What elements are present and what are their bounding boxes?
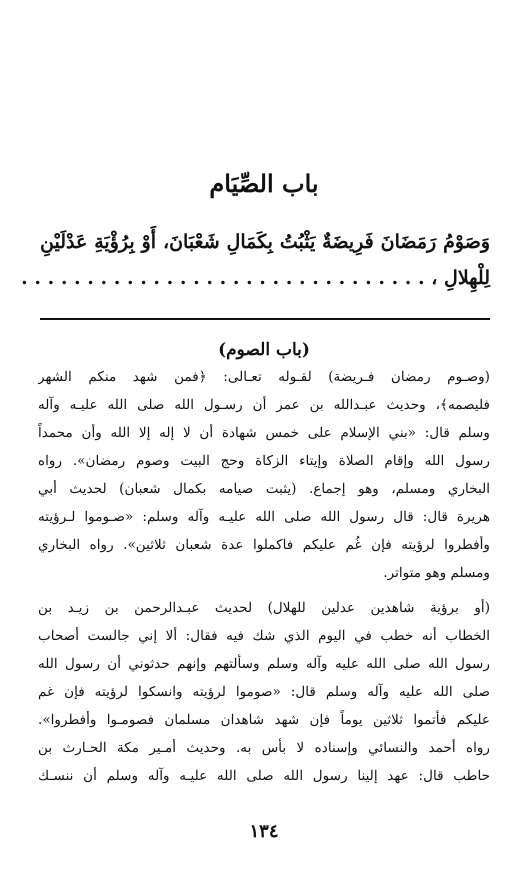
- matn-dot-leader: . . . . . . . . . . . . . . . . . . . . . . . . . . . . . . .: [21, 267, 425, 289]
- matn-line-2: [21, 260, 490, 296]
- commentary-line: رسول الله صلى الله عليه وآله وسلم وسألتهم وإنهم حدثوني أن رسول الله: [38, 656, 490, 672]
- separator-rule: [40, 318, 490, 320]
- commentary-line: رسول الله وإقام الصلاة وإيتاء الزكاة وحج البيت وصوم رمضان». رواه: [38, 453, 490, 469]
- commentary-line: عليكم فأتموا ثلاثين يوماً فإن شهد شاهدان مسلمان فصومـوا وأفطروا».: [38, 712, 490, 728]
- commentary-line: (أو برؤية شاهدين عدلين للهلال) لحديث عبـدالرحمن بن زيـد بن: [38, 600, 490, 616]
- commentary-line: ومسلم وهو متواتر.: [383, 565, 490, 581]
- commentary-line: هريرة قال: قال رسول الله صلى الله عليـه وآله وسلم: «صـوموا لـرؤيته: [38, 509, 490, 525]
- commentary-line: حاطب قال: عهد إلينا رسول الله صلى الله عليـه وآله وسلم أن ننسـك: [38, 768, 490, 784]
- chapter-title: باب الصِّيَام: [209, 169, 319, 198]
- commentary-line: رواه أحمد والنسائي وإسناده لا بأس به. وحديث أمـير مكة الحـارث بن: [38, 740, 490, 756]
- commentary-line: صلى الله عليه وآله وسلم قال: «صوموا لرؤيته وانسكوا لرؤيته فإن غم: [38, 684, 490, 700]
- commentary-line: وأفطروا لرؤيته فإن غُم عليكم فاكملوا عدة شعبان ثلاثين». رواه البخاري: [38, 537, 490, 553]
- page-number: ١٣٤: [249, 821, 279, 842]
- commentary-line: الخطاب أنه خطب في اليوم الذي شك فيه فقال: ألا إني جالست أصحاب: [38, 628, 490, 644]
- commentary-line: البخاري ومسلم، وهو إجماع. (يثبت صيامه بكمال شعبان) لحديث أبي: [38, 481, 490, 497]
- commentary-line: (وصـوم رمضان فـريضة) لقـوله تعـالى: ﴿فمن شهد منكم الشهر: [38, 369, 490, 385]
- section-title: (باب الصوم): [218, 340, 310, 360]
- commentary-line: وسلم قال: «بني الإسلام على خمس شهادة أن لا إله إلا الله وأن محمداً: [38, 425, 490, 441]
- matn-line-1: وَصَوْمُ رَمَضَانَ فَرِيضَةٌ يَثْبُتُ بِكَمَالِ شَعْبَانَ، أَوْ بِرُؤْيَةِ عَدْلَيْنِ: [40, 231, 490, 253]
- commentary-line: فليصمه﴾، وحديث عبـدالله بن عمر أن رسـول الله صلى الله عليـه وآله: [38, 397, 490, 413]
- matn-line-2-text: لِلْهِلالِ ،: [431, 267, 490, 289]
